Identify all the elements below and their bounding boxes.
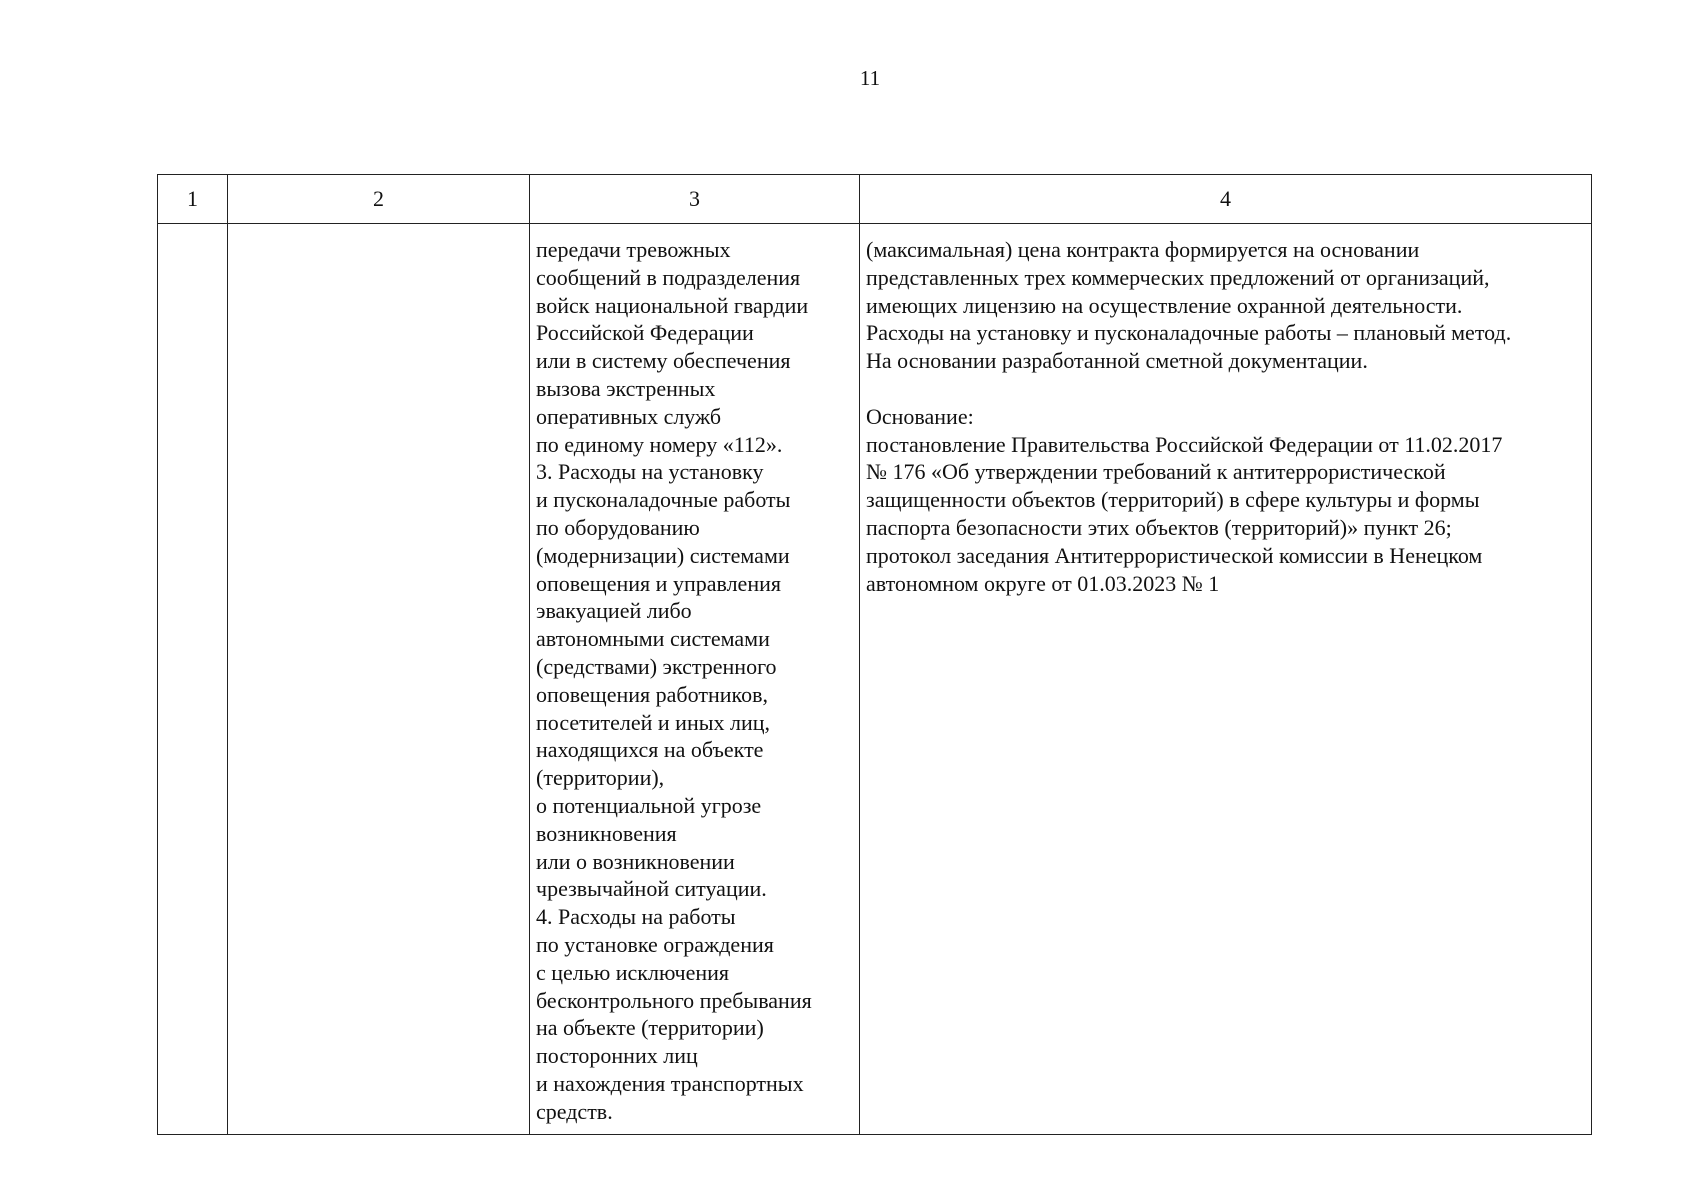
text-line: на объекте (территории) [536, 1015, 764, 1041]
text-line: автономном округе от 01.03.2023 № 1 [866, 570, 1220, 596]
text-line: посетителей и иных лиц, [536, 709, 771, 735]
text-line: 3. Расходы на установку [536, 459, 764, 485]
text-line: Российской Федерации [536, 320, 754, 346]
col3-text [530, 224, 859, 1126]
text-line: и пусконаладочные работы [536, 487, 791, 513]
text-line [866, 375, 1585, 403]
cell-col-4 [860, 224, 1592, 1135]
text-line: протокол заседания Антитеррористической комиссии в Ненецком [866, 542, 1483, 568]
text-line: или в систему обеспечения [536, 348, 791, 374]
text-line: (территории), [536, 765, 665, 791]
text-line: или о возникновении [536, 848, 735, 874]
column-header-1: 1 [158, 175, 228, 224]
text-line: по единому номеру «112». [536, 431, 783, 457]
text-line: находящихся на объекте [536, 737, 764, 763]
text-line: представленных трех коммерческих предложений от организаций, [866, 264, 1490, 290]
text-line: по оборудованию [536, 514, 700, 540]
cell-col-3 [530, 224, 860, 1135]
text-line: Расходы на установку и пусконаладочные работы – плановый метод. [866, 320, 1512, 346]
column-header-4: 4 [860, 175, 1592, 224]
text-line: автономными системами [536, 626, 770, 652]
text-line: постановление Правительства Российской Федерации от 11.02.2017 [866, 431, 1503, 457]
cell-col-2 [228, 224, 530, 1135]
text-line: (модернизации) системами [536, 542, 790, 568]
table-row [158, 224, 1592, 1135]
page-number: 11 [859, 66, 881, 90]
cell-col-1 [158, 224, 228, 1135]
text-line: вызова экстренных [536, 375, 716, 401]
text-line: с целью исключения [536, 959, 730, 985]
table-header-row [158, 175, 1592, 224]
data-table [157, 174, 1592, 1135]
text-line: сообщений в подразделения [536, 264, 801, 290]
text-line: (максимальная) цена контракта формируется на основании [866, 237, 1420, 262]
column-header-2: 2 [228, 175, 530, 224]
text-line: и нахождения транспортных [536, 1070, 804, 1096]
text-line: войск национальной гвардии [536, 292, 809, 318]
col4-text [860, 224, 1591, 597]
column-header-3: 3 [530, 175, 860, 224]
text-line: возникновения [536, 820, 677, 846]
text-line: имеющих лицензию на осуществление охранной деятельности. [866, 292, 1463, 318]
text-line: (средствами) экстренного [536, 653, 777, 679]
text-line: защищенности объектов (территорий) в сфере культуры и формы [866, 487, 1480, 513]
text-line: оповещения работников, [536, 681, 768, 707]
text-line: № 176 «Об утверждении требований к антитеррористической [866, 459, 1446, 485]
text-line: оповещения и управления [536, 570, 781, 596]
text-line: 4. Расходы на работы [536, 904, 736, 930]
text-line: оперативных служб [536, 403, 722, 429]
text-line: по установке ограждения [536, 931, 774, 957]
text-line: передачи тревожных [536, 237, 731, 262]
text-line: На основании разработанной сметной документации. [866, 348, 1368, 374]
text-line: о потенциальной угрозе [536, 792, 762, 818]
text-line: бесконтрольного пребывания [536, 987, 812, 1013]
text-line: паспорта безопасности этих объектов (территорий)» пункт 26; [866, 514, 1452, 540]
text-line: Основание: [866, 403, 974, 429]
text-line: чрезвычайной ситуации. [536, 876, 767, 902]
text-line: эвакуацией либо [536, 598, 692, 624]
text-line: посторонних лиц [536, 1043, 698, 1069]
text-line: средств. [536, 1098, 613, 1124]
